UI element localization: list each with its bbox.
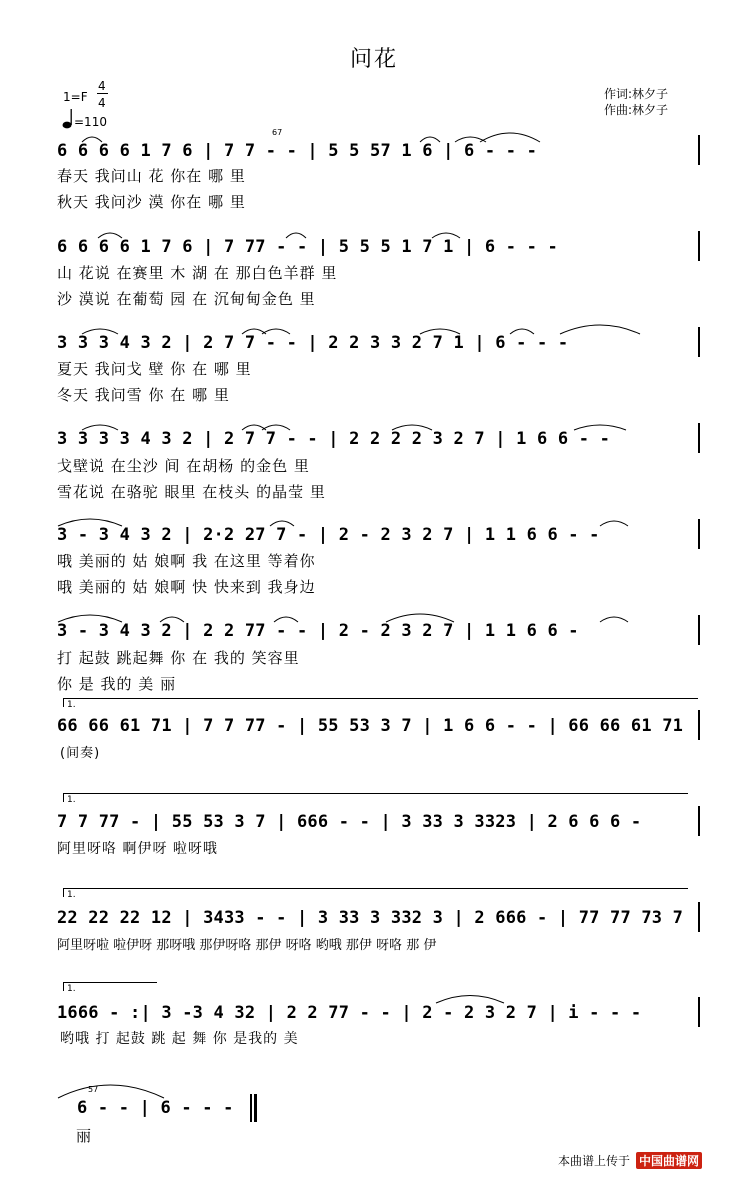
interlude-label: (间奏)	[60, 746, 101, 761]
upload-text: 本曲谱上传于	[558, 1154, 631, 1168]
staff-row-11-notes: 6 - - | 6 - - -	[77, 1098, 234, 1118]
staff-row-6-lyric-1: 打 起鼓 跳起舞 你 在 我的 笑容里	[57, 649, 300, 667]
staff-row-5-lyric-2: 哦 美丽的 姑 娘啊 快 快来到 我身边	[57, 578, 316, 596]
page-title: 问花	[349, 47, 398, 72]
staff-row-2-lyric-1: 山 花说 在赛里 木 湖 在 那白色羊群 里	[57, 264, 338, 282]
tempo-marking: =110	[74, 115, 107, 129]
staff-row-1-lyric-2: 秋天 我问沙 漠 你在 哪 里	[57, 193, 246, 211]
staff-row-11-lyric: 丽	[76, 1127, 93, 1145]
staff-row-3-lyric-2: 冬天 我问雪 你 在 哪 里	[57, 386, 230, 404]
staff-row-2-lyric-2: 沙 漠说 在葡萄 园 在 沉甸甸金色 里	[57, 290, 316, 308]
staff-row-10-lyric: 哟哦 打 起鼓 跳 起 舞 你 是我的 美	[60, 1031, 299, 1047]
time-signature-top: 4	[98, 79, 106, 93]
staff-row-6-notes: 3 - 3 4 3 2 | 2 2 77 - - | 2 - 2 3 2 7 | 1 1 6 6 -	[57, 621, 579, 641]
staff-row-1-notes: 6 6 6 6 1 7 6 | 7 7 - - | 5 5 57 1 6 | 6 - - -	[57, 141, 538, 161]
site-logo[interactable]: 中国曲谱网	[636, 1152, 702, 1169]
staff-row-2-notes: 6 6 6 6 1 7 6 | 7 77 - - | 5 5 5 1 7 1 | 6 - - -	[57, 237, 558, 257]
volta-bracket: 1.	[63, 982, 157, 991]
upload-credit	[558, 1152, 702, 1169]
staff-row-3-lyric-1: 夏天 我问戈 壁 你 在 哪 里	[57, 360, 252, 378]
volta-bracket: 1.	[63, 793, 688, 802]
lyricist-credit: 作词:林夕子	[604, 87, 669, 101]
staff-row-10-notes: 1666 - :| 3 -3 4 32 | 2 2 77 - - | 2 - 2 3 2 7 | i - - -	[57, 1003, 642, 1023]
staff-row-5-notes: 3 - 3 4 3 2 | 2·2 27 7 - | 2 - 2 3 2 7 | 1 1 6 6 - -	[57, 525, 600, 545]
staff-row-8-notes: 7 7 77 - | 55 53 3 7 | 666 - - | 3 33 3 3323 | 2 6 6 6 -	[57, 812, 642, 832]
staff-row-1-lyric-1: 春天 我问山 花 你在 哪 里	[57, 167, 246, 185]
staff-row-5-lyric-1: 哦 美丽的 姑 娘啊 我 在这里 等着你	[57, 552, 316, 570]
key-signature: 1=F	[63, 90, 88, 104]
grace-note-label-2: 57	[88, 1085, 99, 1094]
staff-row-4-lyric-2: 雪花说 在骆驼 眼里 在枝头 的晶莹 里	[57, 483, 326, 501]
staff-row-7-notes: 66 66 61 71 | 7 7 77 - | 55 53 3 7 | 1 6 6 - - | 66 66 61 71	[57, 716, 684, 736]
composer-credit: 作曲:林夕子	[604, 103, 669, 117]
staff-row-3-notes: 3 3 3 4 3 2 | 2 7 7 - - | 2 2 3 3 2 7 1 | 6 - - -	[57, 333, 569, 353]
staff-row-9-lyric: 阿里呀啦 啦伊呀 那呀哦 那伊呀咯 那伊 呀咯 哟哦 那伊 呀咯 那 伊	[57, 938, 437, 953]
staff-row-9-notes: 22 22 22 12 | 3433 - - | 3 33 3 332 3 | 2 666 - | 77 77 73 7	[57, 908, 684, 928]
volta-bracket: 1.	[63, 888, 688, 897]
staff-row-4-lyric-1: 戈壁说 在尘沙 间 在胡杨 的金色 里	[57, 457, 310, 475]
staff-row-6-lyric-2: 你 是 我的 美 丽	[57, 675, 177, 693]
grace-note-label: 67	[272, 128, 283, 137]
staff-row-8-lyric: 阿里呀咯 啊伊呀 啦呀哦	[57, 841, 218, 857]
volta-label: 1.	[67, 700, 76, 710]
time-signature-bottom: 4	[98, 96, 106, 110]
staff-row-4-notes: 3 3 3 3 4 3 2 | 2 7 7 - - | 2 2 2 2 3 2 7 | 1 6 6 - -	[57, 429, 611, 449]
